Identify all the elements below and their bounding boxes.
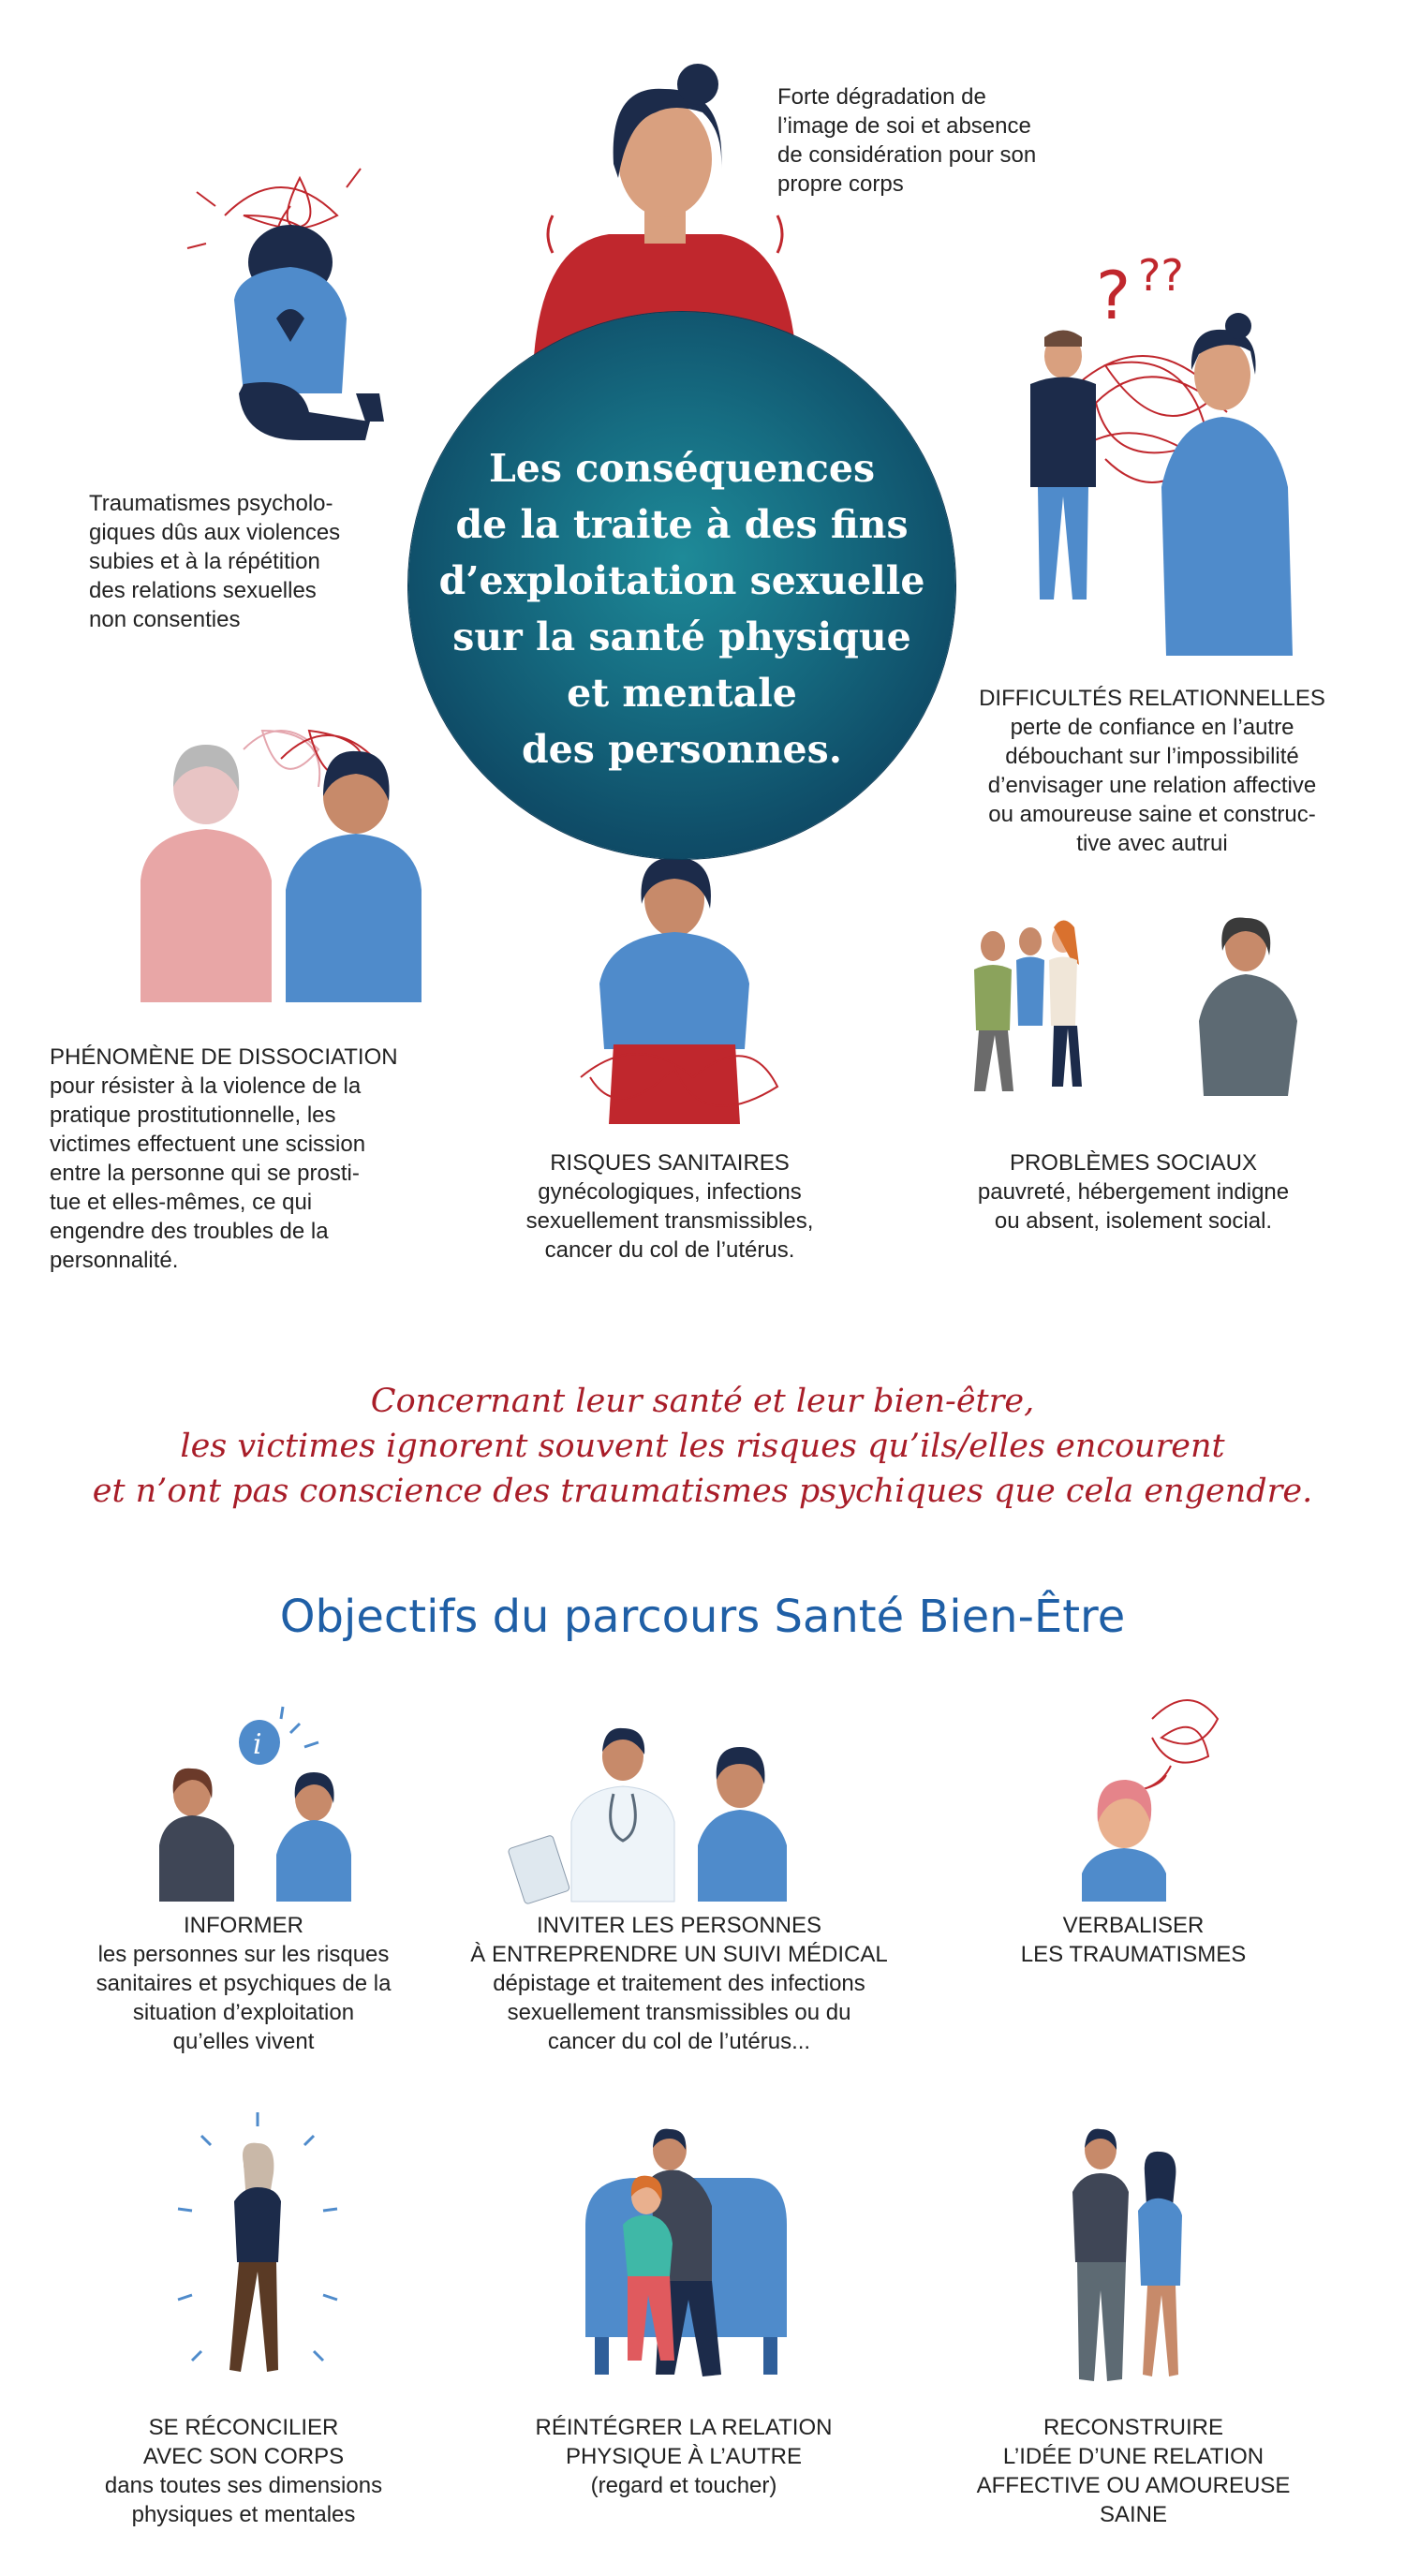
central-title-line: des personnes. <box>522 727 842 772</box>
inform-illustration <box>150 1705 375 1902</box>
text-line: pratique prostitutionnelle, les <box>50 1103 336 1128</box>
text-line: pour résister à la violence de la <box>50 1073 362 1099</box>
social-problems-illustration <box>937 918 1330 1105</box>
text-line: Forte dégradation de <box>777 84 986 110</box>
medical-illustration <box>506 1719 796 1902</box>
objective-title: À ENTREPRENDRE UN SUIVI MÉDICAL <box>470 1942 888 1967</box>
text-line: dépistage et traitement des infections <box>493 1971 865 1996</box>
text-line: propre corps <box>777 171 904 197</box>
text-line: tue et elles-mêmes, ce qui <box>50 1190 313 1215</box>
text-line: gynécologiques, infections <box>538 1179 802 1205</box>
text-line: physiques et mentales <box>131 2502 356 2527</box>
couple-rebuild-illustration <box>1049 2122 1208 2403</box>
text-line: cancer du col de l’utérus... <box>547 2029 811 2054</box>
text-line: ou absent, isolement social. <box>994 1208 1273 1234</box>
objective-title: VERBALISER <box>1062 1913 1205 1938</box>
central-title <box>408 440 955 777</box>
text-line: les personnes sur les risques <box>97 1942 390 1967</box>
objective-medical <box>468 1911 890 2056</box>
objective-inform <box>56 1911 431 2056</box>
text-line: ou amoureuse saine et construc- <box>988 802 1316 827</box>
quote-line: Concernant leur santé et leur bien-être, <box>370 1383 1035 1420</box>
health-risks-text <box>482 1148 857 1265</box>
text-line: subies et à la répétition <box>89 549 320 574</box>
text-line: dans toutes ses dimensions <box>104 2473 383 2498</box>
quote-block <box>0 1379 1405 1514</box>
text-line: des relations sexuelles <box>89 578 317 603</box>
text-line: sexuellement transmissibles ou du <box>507 2000 851 2025</box>
relational-couple-illustration <box>993 244 1330 656</box>
section-title: PHÉNOMÈNE DE DISSOCIATION <box>50 1044 398 1070</box>
objective-title: INFORMER <box>184 1913 303 1938</box>
svg-text:??: ?? <box>1138 250 1184 301</box>
central-title-line: et mentale <box>567 671 797 716</box>
text-line: pauvreté, hébergement indigne <box>977 1179 1290 1205</box>
text-line: débouchant sur l’impossibilité <box>1005 744 1299 769</box>
dissociation-text <box>50 1043 443 1275</box>
svg-text:i: i <box>253 1728 262 1761</box>
svg-text:?: ? <box>1096 258 1131 334</box>
text-line: (regard et toucher) <box>590 2473 777 2498</box>
text-line: de considération pour son <box>777 142 1037 168</box>
body-reconcile-illustration <box>164 2108 351 2398</box>
verbalize-illustration <box>1068 1681 1227 1902</box>
text-line: personnalité. <box>50 1248 179 1273</box>
health-risk-woman-illustration <box>562 834 787 1133</box>
objective-title: RÉINTÉGRER LA RELATION <box>535 2415 833 2440</box>
physical-relation-illustration <box>571 2122 796 2393</box>
central-title-line: de la traite à des fins <box>455 502 909 547</box>
objective-title: PHYSIQUE À L’AUTRE <box>565 2444 803 2469</box>
objective-relation <box>487 2413 880 2500</box>
text-line: qu’elles vivent <box>172 2029 315 2054</box>
objective-title: L’IDÉE D’UNE RELATION <box>1002 2444 1264 2469</box>
text-line: giques dûs aux violences <box>89 520 341 545</box>
text-line: sanitaires et psychiques de la <box>96 1971 392 1996</box>
text-line: l’image de soi et absence <box>777 113 1031 139</box>
objective-title: LES TRAUMATISMES <box>1020 1942 1247 1967</box>
section-title: DIFFICULTÉS RELATIONNELLES <box>979 686 1325 711</box>
objective-title: INVITER LES PERSONNES <box>536 1913 822 1938</box>
objectives-title: Objectifs du parcours Santé Bien-Être <box>279 1591 1126 1643</box>
text-line: cancer du col de l’utérus. <box>544 1237 795 1263</box>
quote-line: et n’ont pas conscience des traumatismes psychiques que cela engendre. <box>92 1473 1313 1510</box>
social-problems-text <box>937 1148 1330 1236</box>
text-line: perte de confiance en l’autre <box>1010 715 1294 740</box>
relational-difficulties-text <box>955 684 1349 858</box>
objective-title: SAINE <box>1099 2502 1168 2527</box>
crouching-person-illustration <box>187 159 403 468</box>
text-line: sexuellement transmissibles, <box>525 1208 814 1234</box>
objective-body <box>56 2413 431 2529</box>
text-line: d’envisager une relation affective <box>987 773 1317 798</box>
section-title: PROBLÈMES SOCIAUX <box>1009 1150 1258 1176</box>
objective-title: AVEC SON CORPS <box>142 2444 345 2469</box>
text-line: victimes effectuent une scission <box>50 1132 366 1157</box>
central-title-line: sur la santé physique <box>452 614 911 659</box>
objective-title: RECONSTRUIRE <box>1043 2415 1223 2440</box>
quote-line: les victimes ignorent souvent les risques qu’ils/elles encourent <box>180 1428 1225 1465</box>
text-line: engendre des troubles de la <box>50 1219 329 1244</box>
text-line: Traumatismes psycholo- <box>89 491 333 516</box>
text-line: tive avec autrui <box>1076 831 1228 856</box>
central-title-line: Les conséquences <box>488 446 876 491</box>
objective-title: SE RÉCONCILIER <box>148 2415 339 2440</box>
dissociation-illustration <box>122 712 440 1021</box>
objective-rebuild <box>946 2413 1321 2529</box>
text-line: entre la personne qui se prosti- <box>50 1161 360 1186</box>
central-title-line: d’exploitation sexuelle <box>438 558 925 603</box>
section-title: RISQUES SANITAIRES <box>550 1150 790 1176</box>
text-line: situation d’exploitation <box>132 2000 355 2025</box>
text-line: non consenties <box>89 607 241 632</box>
trauma-text <box>89 489 407 634</box>
self-image-text <box>777 82 1133 199</box>
objective-title: AFFECTIVE OU AMOUREUSE <box>976 2473 1291 2498</box>
objective-verbalize <box>974 1911 1293 1969</box>
